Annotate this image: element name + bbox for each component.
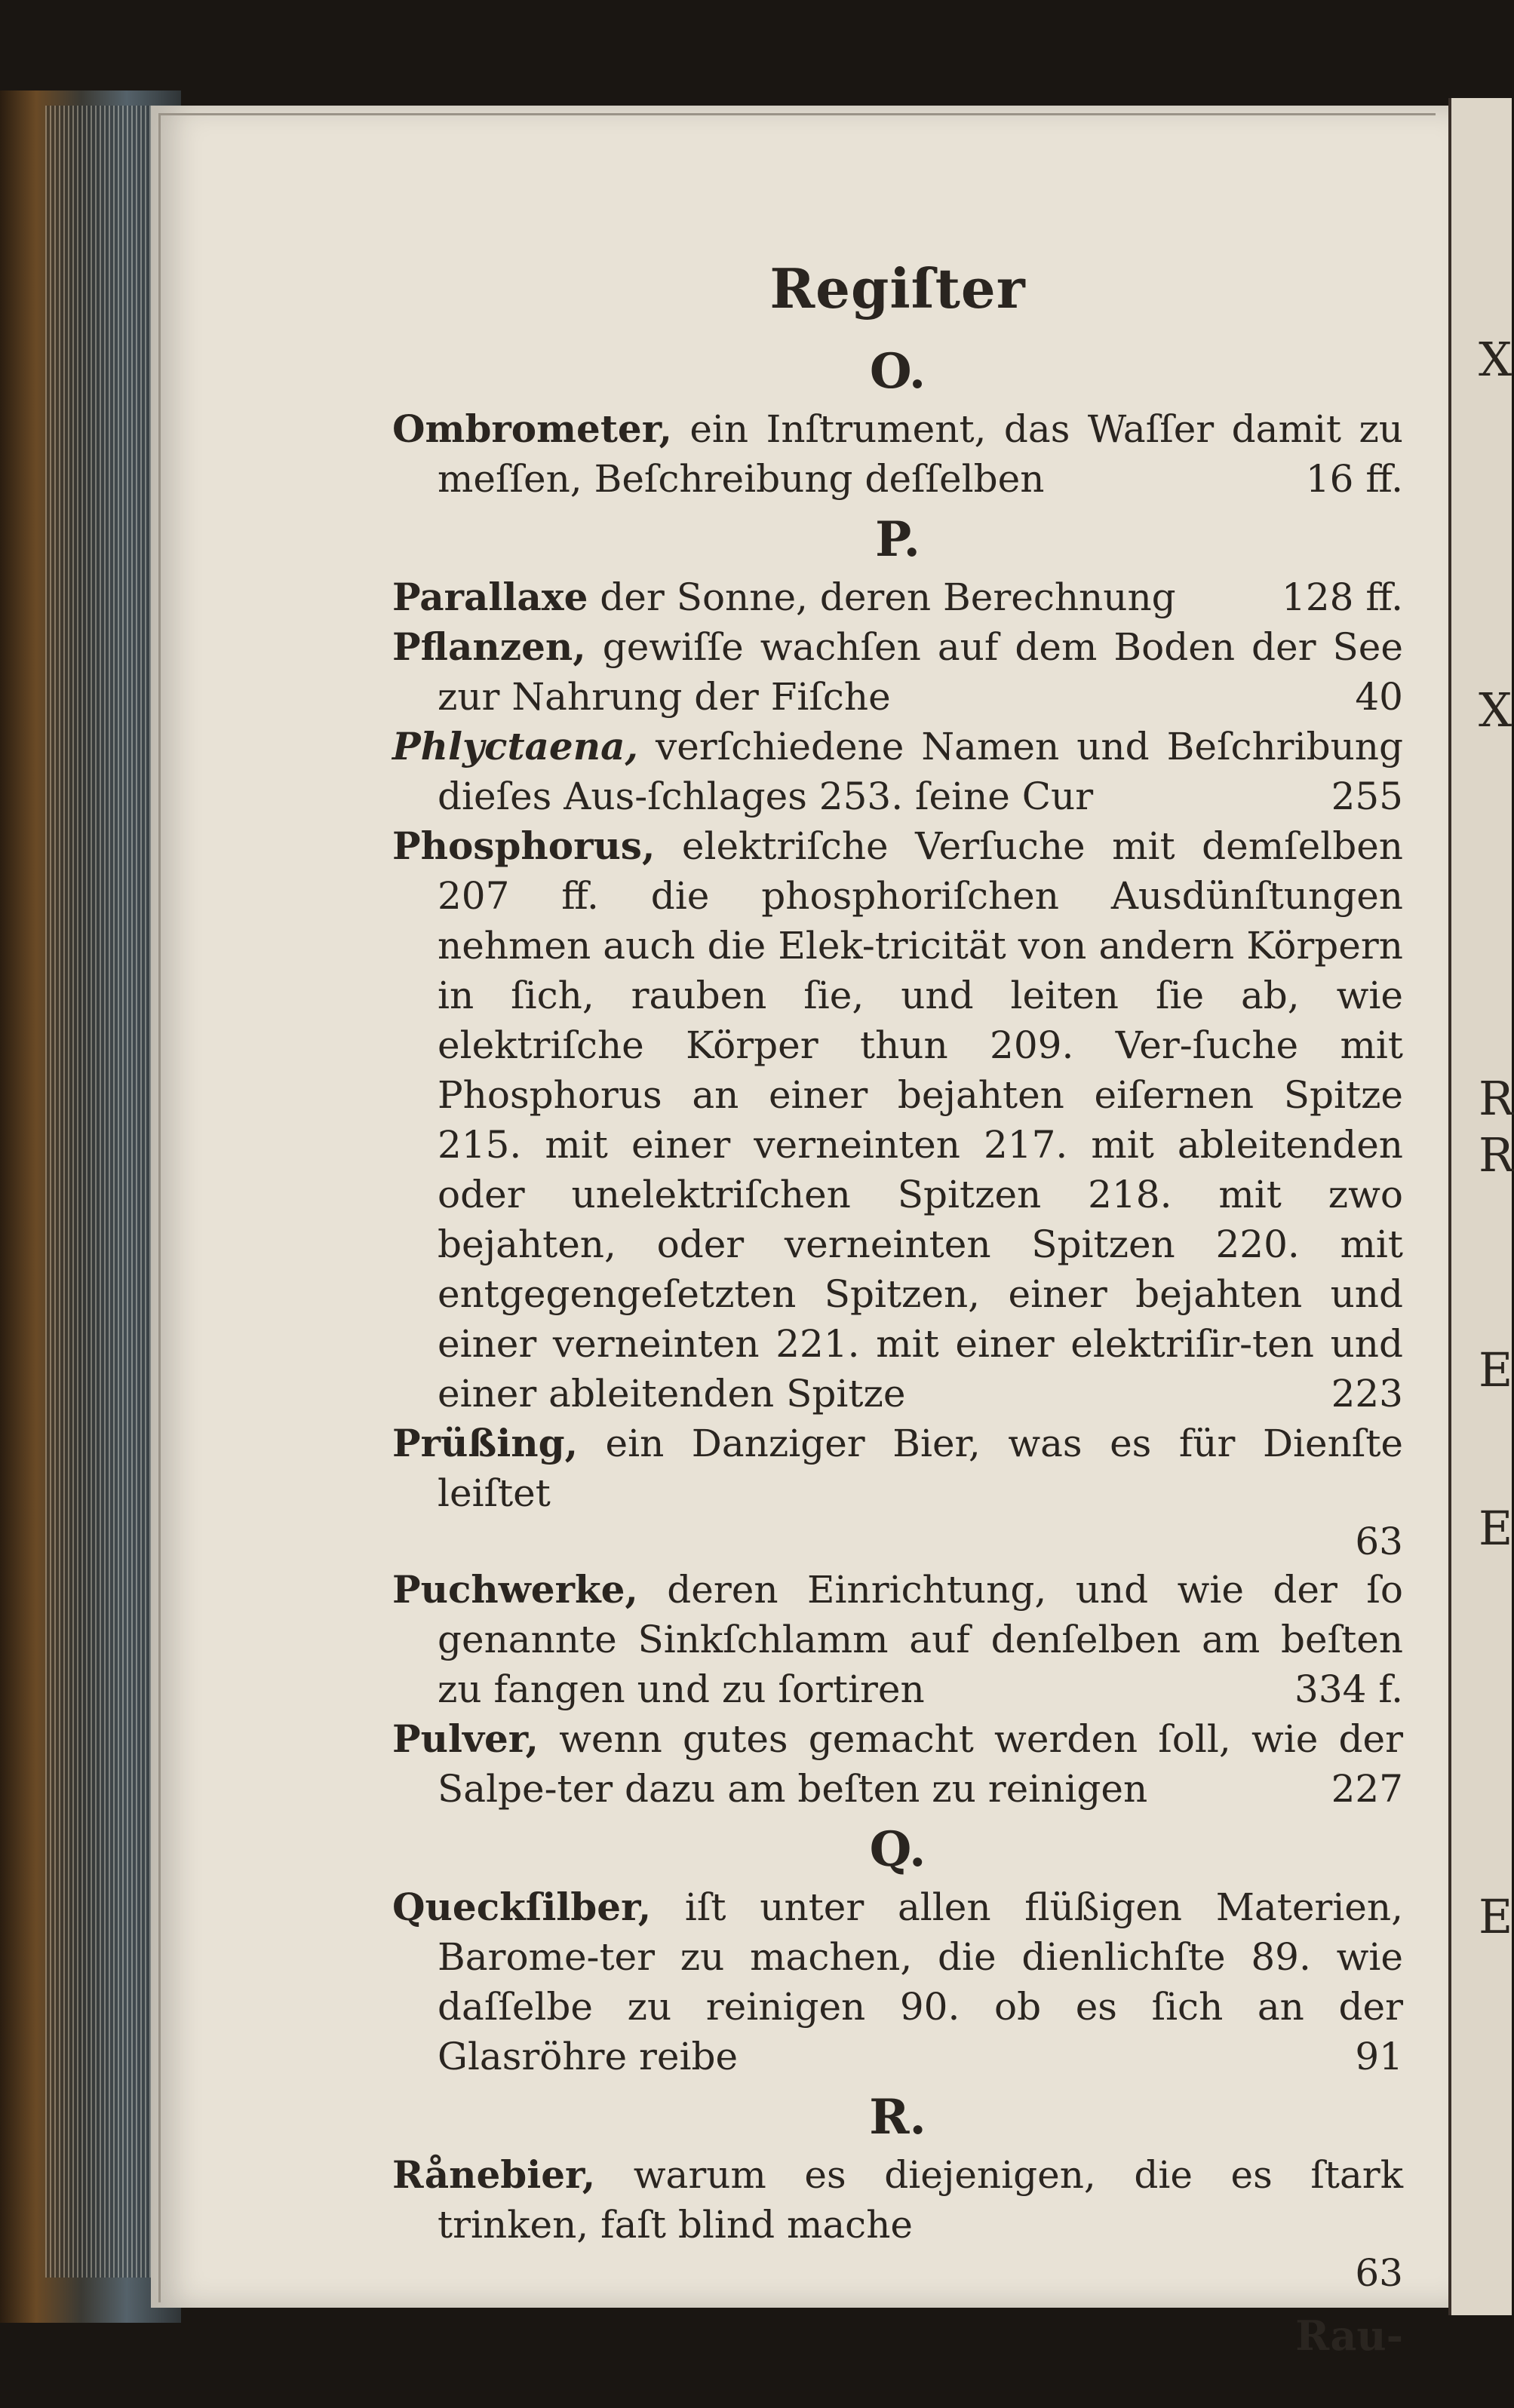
entry-head: Queckſilber, [392, 1885, 652, 1929]
facing-page-glyph: X [1479, 683, 1512, 738]
entry-page: 255 [1331, 775, 1403, 818]
facing-page [1448, 98, 1512, 2315]
entry-head: Parallaxe [392, 575, 588, 619]
entry-page: 63 [1355, 1520, 1403, 1563]
section-letter-p: P. [875, 511, 920, 568]
entry-text: der Sonne, deren Berechnung [588, 575, 1176, 619]
index-entry [392, 404, 1403, 504]
entry-head: Puchwerke, [392, 1567, 638, 1612]
entry-text: verſchiedene Namen und Beſchribung dieſes Aus-ſchlages 253. ſeine Cur [438, 725, 1403, 818]
entry-text: warum es diejenigen, die es ſtark trinken, faſt blind mache [438, 2153, 1403, 2247]
facing-page-glyph: E [1479, 1501, 1513, 1556]
facing-page-glyph: X [1479, 332, 1512, 387]
index-entry [392, 1882, 1403, 2081]
section-letter-r: R. [869, 2089, 926, 2146]
entry-head: Prüßing, [392, 1421, 578, 1465]
index-entry [392, 1419, 1403, 1518]
entry-head: Ombrometer, [392, 406, 672, 451]
entry-page: 63 [1355, 2251, 1403, 2295]
entry-head: Pflanzen, [392, 624, 586, 669]
index-entry [392, 572, 1403, 622]
page-title: Regiſter [769, 256, 1026, 321]
entry-page: 223 [1331, 1372, 1403, 1416]
entry-text: ein Danziger Bier, was es für Dienſte leiſtet [438, 1422, 1403, 1515]
register-content [392, 256, 1403, 2360]
entry-text: ein Inſtrument, das Waſſer damit zu meſſen, Beſchreibung deſſelben [438, 407, 1403, 501]
index-entry [392, 1565, 1403, 1714]
entry-page: 16 ff. [1305, 457, 1403, 501]
entry-text: deren Einrichtung, und wie der ſo genannte Sinkſchlamm auf denſelben am beſten zu fangen und zu ſortiren [438, 1568, 1403, 1711]
index-entry [392, 722, 1403, 821]
index-entry [392, 821, 1403, 1419]
catchword: Rau- [1295, 2311, 1403, 2360]
facing-page-glyph: E [1479, 1342, 1513, 1397]
facing-page-glyph: E [1479, 1889, 1513, 1944]
entry-text: elektriſche Verſuche mit demſelben 207 ff. die phosphoriſchen Ausdünſtungen nehmen auch die Elek-tricität von andern Körpern in ſich, rauben ſie, und leiten ſie ab, wie elektriſche Körper thun 209. Ver-ſuche mit Phosphorus an einer bejahten eiſernen Spitze 215. mit einer verneinten 217. mit ableitenden oder unelektriſchen Spitzen 218. mit zwo bejahten, oder verneinten Spitzen 220. mit entgegengeſetzten Spitzen, einer bejahten und einer verneinten 221. mit einer elektriſir-ten und einer ableitenden Spitze [438, 824, 1403, 1416]
entry-page: 91 [1355, 2035, 1403, 2078]
index-entry [392, 622, 1403, 722]
entry-page: 334 f. [1294, 1667, 1403, 1711]
index-entry [392, 1714, 1403, 1814]
entry-text: iſt unter allen flüßigen Materien, Barome-ter zu machen, die dienlichſte 89. wie daſſelbe zu reinigen 90. ob es ſich an der Glasröhre reibe [438, 1885, 1403, 2078]
entry-head: Phosphorus, [392, 824, 656, 868]
entry-head: Rånebier, [392, 2152, 596, 2197]
entry-page: 128 ff. [1282, 575, 1403, 619]
index-entry [392, 2150, 1403, 2250]
entry-head: Pulver, [392, 1716, 539, 1761]
entry-text: wenn gutes gemacht werden ſoll, wie der Salpe-ter dazu am beſten zu reinigen [438, 1717, 1403, 1811]
facing-page-glyph: R [1479, 1127, 1514, 1183]
entry-head: Phlyctaena, [392, 724, 638, 768]
section-letter-q: Q. [869, 1821, 926, 1878]
entry-page: 227 [1331, 1767, 1403, 1811]
page-edges [45, 106, 166, 2278]
section-letter-o: O. [869, 343, 926, 400]
facing-page-glyph: R [1479, 1071, 1514, 1126]
entry-page: 40 [1355, 675, 1403, 719]
entry-text: gewiſſe wachſen auf dem Boden der See zur Nahrung der Fiſche [438, 625, 1403, 719]
